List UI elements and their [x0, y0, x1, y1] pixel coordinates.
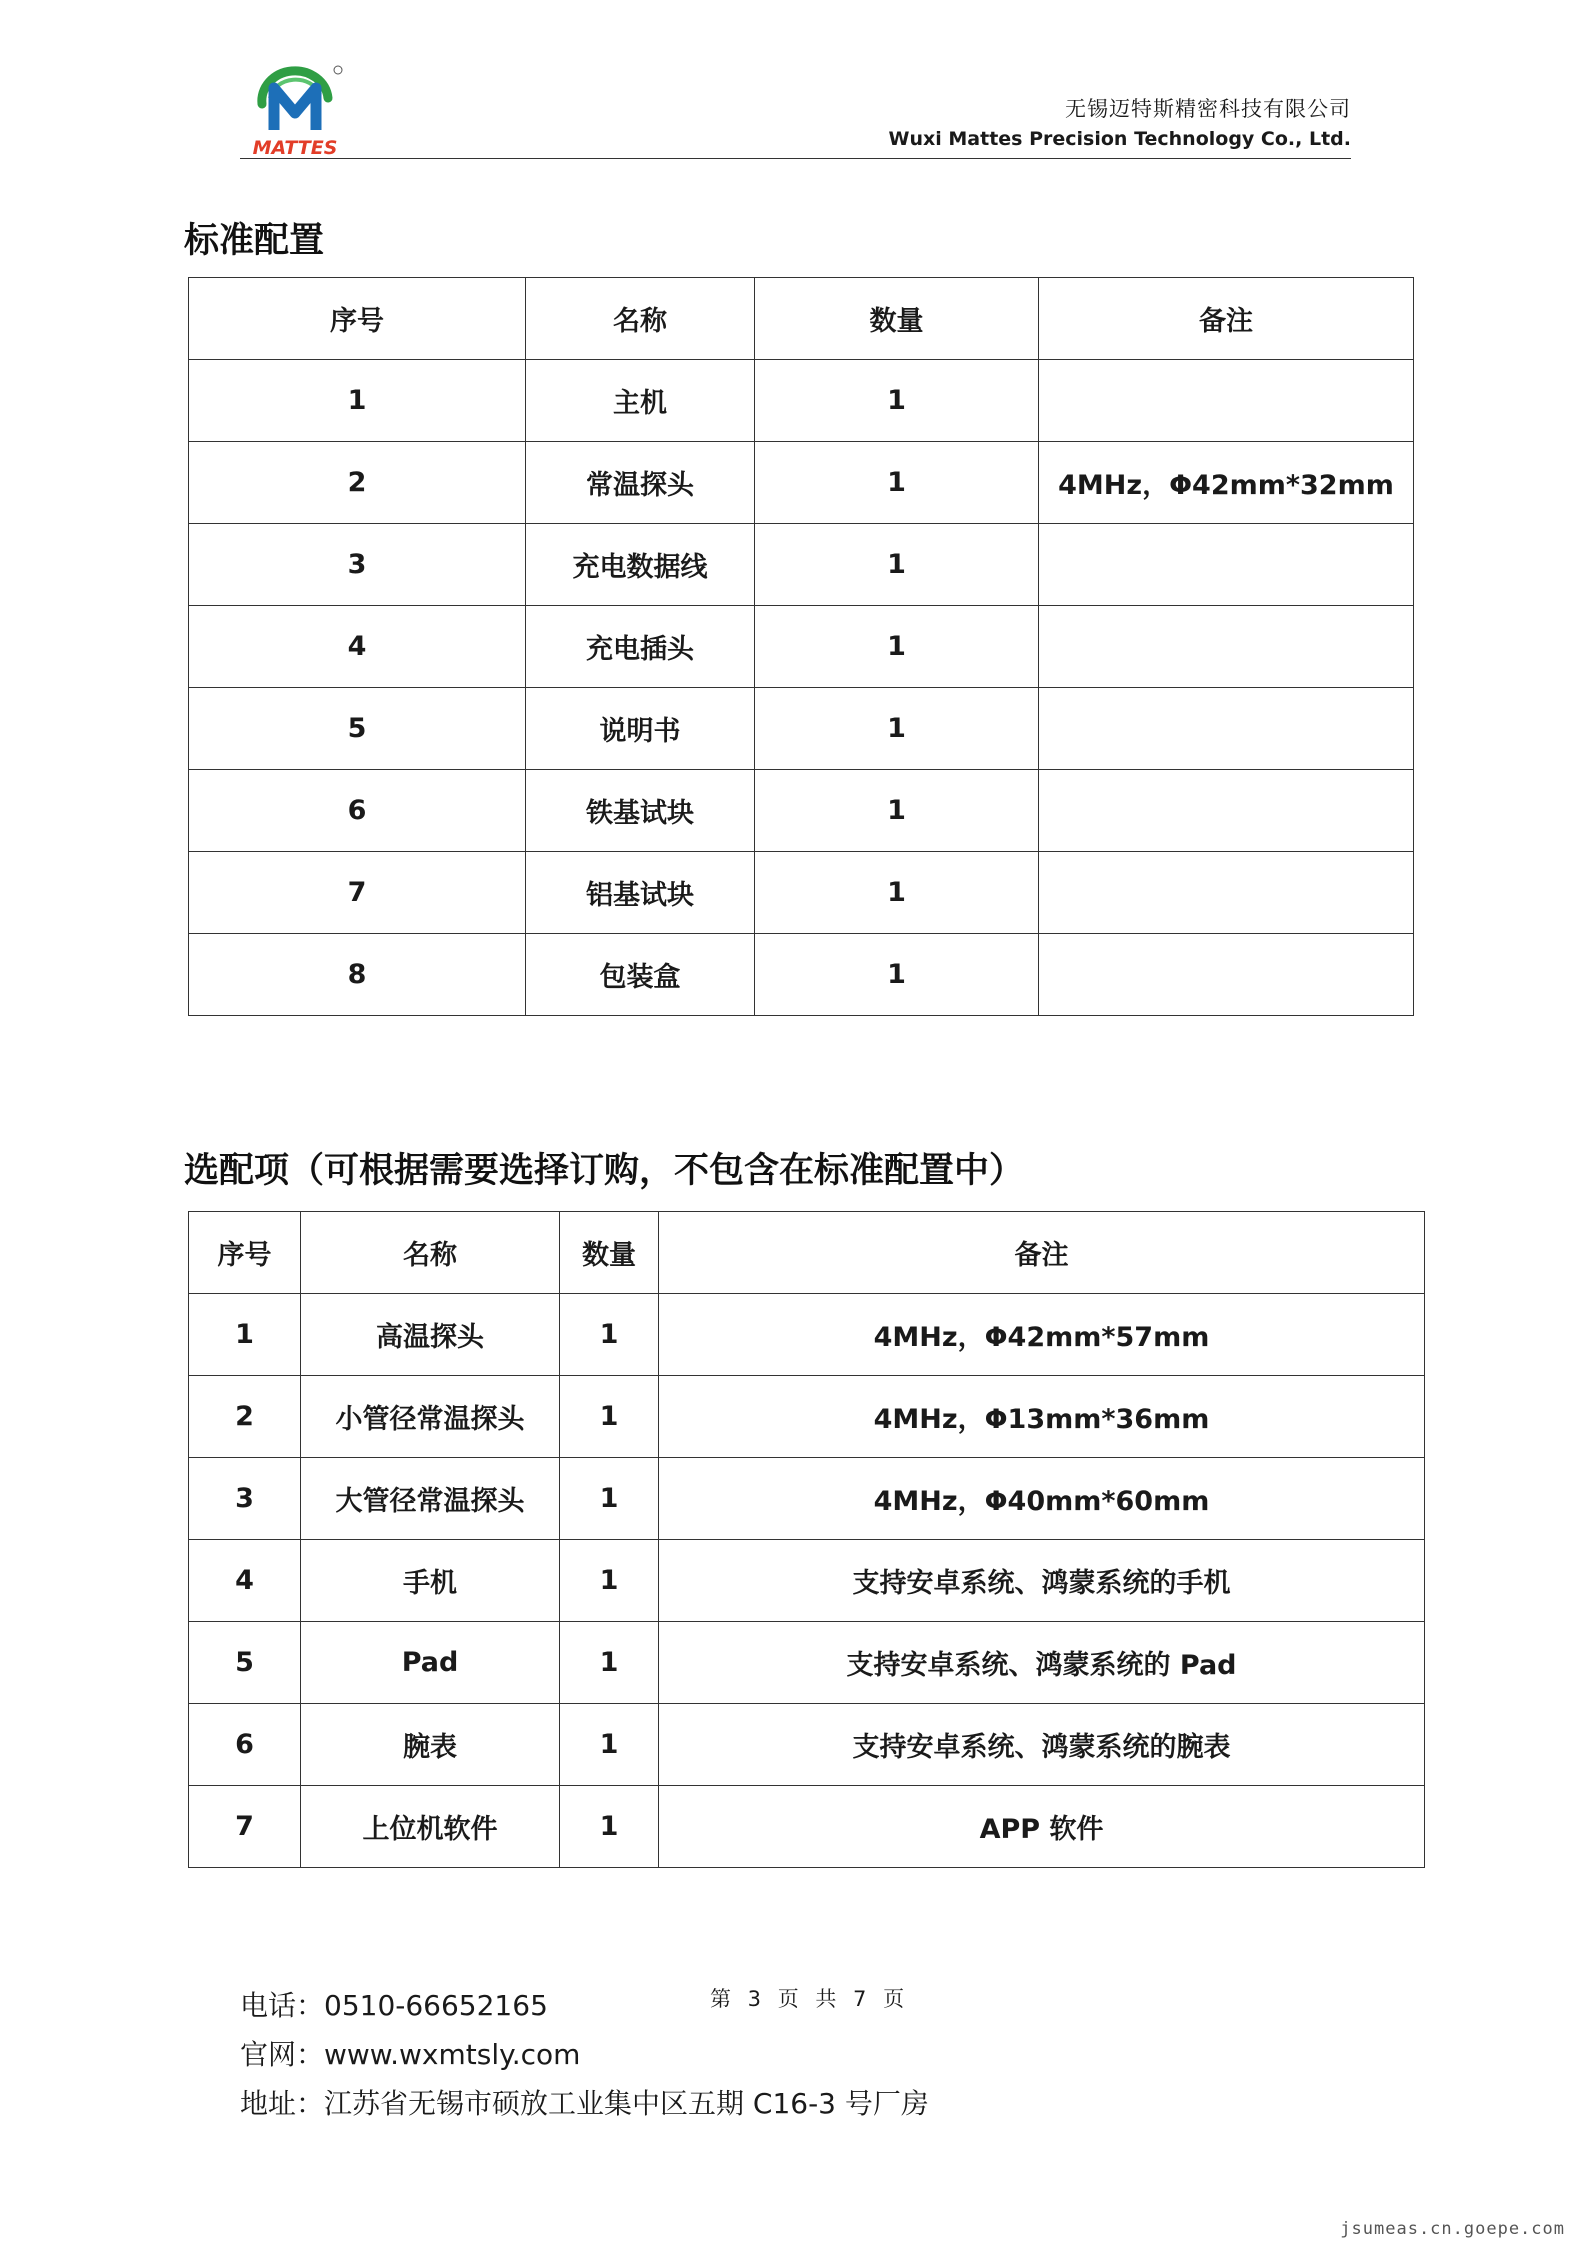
page-number: 第 3 页 共 7 页: [710, 1987, 910, 2011]
footer-phone: 电话：0510-66652165: [240, 1989, 548, 2022]
table-row: [189, 770, 1414, 852]
cell-name: 大管径常温探头: [301, 1458, 560, 1540]
cell-quantity: 1: [560, 1622, 659, 1704]
cell-remark: 支持安卓系统、鸿蒙系统的腕表: [659, 1704, 1425, 1786]
standard-config-title: 标准配置: [184, 221, 325, 261]
cell-index: 4: [189, 1540, 301, 1622]
cell-remark: 4MHz，Φ42mm*57mm: [659, 1294, 1425, 1376]
table-header-row: [189, 1212, 1425, 1294]
cell-remark: APP 软件: [659, 1786, 1425, 1868]
cell-remark: [1039, 688, 1414, 770]
table-row: [189, 1294, 1425, 1376]
column-header-index: 序号: [189, 278, 526, 360]
cell-index: 6: [189, 1704, 301, 1786]
header-divider: [240, 158, 1351, 159]
column-header-quantity: 数量: [560, 1212, 659, 1294]
cell-name: 腕表: [301, 1704, 560, 1786]
cell-quantity: 1: [560, 1294, 659, 1376]
cell-remark: [1039, 606, 1414, 688]
table-row: [189, 688, 1414, 770]
table-row: [189, 360, 1414, 442]
cell-name: 常温探头: [526, 442, 755, 524]
cell-quantity: 1: [560, 1704, 659, 1786]
company-name-cn: 无锡迈特斯精密科技有限公司: [1065, 97, 1351, 121]
column-header-remark: 备注: [659, 1212, 1425, 1294]
cell-name: 高温探头: [301, 1294, 560, 1376]
cell-remark: [1039, 524, 1414, 606]
cell-index: 1: [189, 1294, 301, 1376]
cell-quantity: 1: [755, 606, 1039, 688]
cell-name: 手机: [301, 1540, 560, 1622]
cell-index: 8: [189, 934, 526, 1016]
cell-remark: 4MHz，Φ42mm*32mm: [1039, 442, 1414, 524]
table-row: [189, 442, 1414, 524]
column-header-name: 名称: [526, 278, 755, 360]
cell-index: 5: [189, 688, 526, 770]
cell-index: 7: [189, 852, 526, 934]
cell-remark: 4MHz，Φ13mm*36mm: [659, 1376, 1425, 1458]
cell-remark: [1039, 852, 1414, 934]
cell-quantity: 1: [560, 1458, 659, 1540]
optional-items-table: [188, 1211, 1425, 1868]
table-row: [189, 852, 1414, 934]
cell-remark: [1039, 360, 1414, 442]
optional-items-title: 选配项（可根据需要选择订购，不包含在标准配置中）: [184, 1151, 1025, 1191]
cell-remark: [1039, 934, 1414, 1016]
cell-name: 铁基试块: [526, 770, 755, 852]
table-row: [189, 1622, 1425, 1704]
cell-name: 铝基试块: [526, 852, 755, 934]
company-name-en: Wuxi Mattes Precision Technology Co., Ltd.: [888, 128, 1351, 150]
cell-name: 充电插头: [526, 606, 755, 688]
column-header-name: 名称: [301, 1212, 560, 1294]
cell-remark: 支持安卓系统、鸿蒙系统的 Pad: [659, 1622, 1425, 1704]
table-row: [189, 606, 1414, 688]
cell-name: 小管径常温探头: [301, 1376, 560, 1458]
cell-quantity: 1: [560, 1540, 659, 1622]
cell-quantity: 1: [755, 442, 1039, 524]
logo-graphic: [240, 58, 350, 158]
cell-index: 2: [189, 442, 526, 524]
cell-quantity: 1: [755, 934, 1039, 1016]
cell-quantity: 1: [560, 1786, 659, 1868]
cell-index: 2: [189, 1376, 301, 1458]
column-header-remark: 备注: [1039, 278, 1414, 360]
cell-index: 3: [189, 524, 526, 606]
cell-quantity: 1: [755, 524, 1039, 606]
cell-index: 1: [189, 360, 526, 442]
column-header-index: 序号: [189, 1212, 301, 1294]
table-row: [189, 1376, 1425, 1458]
cell-remark: 4MHz，Φ40mm*60mm: [659, 1458, 1425, 1540]
source-watermark: jsumeas.cn.goepe.com: [1340, 2219, 1565, 2239]
footer-address: 地址：江苏省无锡市硕放工业集中区五期 C16-3 号厂房: [240, 2087, 929, 2120]
cell-remark: 支持安卓系统、鸿蒙系统的手机: [659, 1540, 1425, 1622]
logo-wordmark: MATTES: [252, 137, 338, 158]
cell-index: 5: [189, 1622, 301, 1704]
table-row: [189, 524, 1414, 606]
table-row: [189, 1458, 1425, 1540]
table-row: [189, 934, 1414, 1016]
cell-quantity: 1: [755, 770, 1039, 852]
cell-index: 3: [189, 1458, 301, 1540]
column-header-quantity: 数量: [755, 278, 1039, 360]
standard-config-table: [188, 277, 1414, 1016]
cell-index: 6: [189, 770, 526, 852]
cell-name: 主机: [526, 360, 755, 442]
cell-name: 充电数据线: [526, 524, 755, 606]
cell-quantity: 1: [755, 852, 1039, 934]
cell-name: Pad: [301, 1622, 560, 1704]
cell-name: 包装盒: [526, 934, 755, 1016]
cell-index: 7: [189, 1786, 301, 1868]
mattes-logo-icon: [240, 58, 350, 158]
cell-name: 说明书: [526, 688, 755, 770]
cell-quantity: 1: [755, 360, 1039, 442]
cell-quantity: 1: [560, 1376, 659, 1458]
cell-index: 4: [189, 606, 526, 688]
cell-remark: [1039, 770, 1414, 852]
table-row: [189, 1704, 1425, 1786]
table-row: [189, 1786, 1425, 1868]
cell-quantity: 1: [755, 688, 1039, 770]
table-row: [189, 1540, 1425, 1622]
cell-name: 上位机软件: [301, 1786, 560, 1868]
footer-website: 官网：www.wxmtsly.com: [240, 2038, 581, 2071]
table-header-row: [189, 278, 1414, 360]
